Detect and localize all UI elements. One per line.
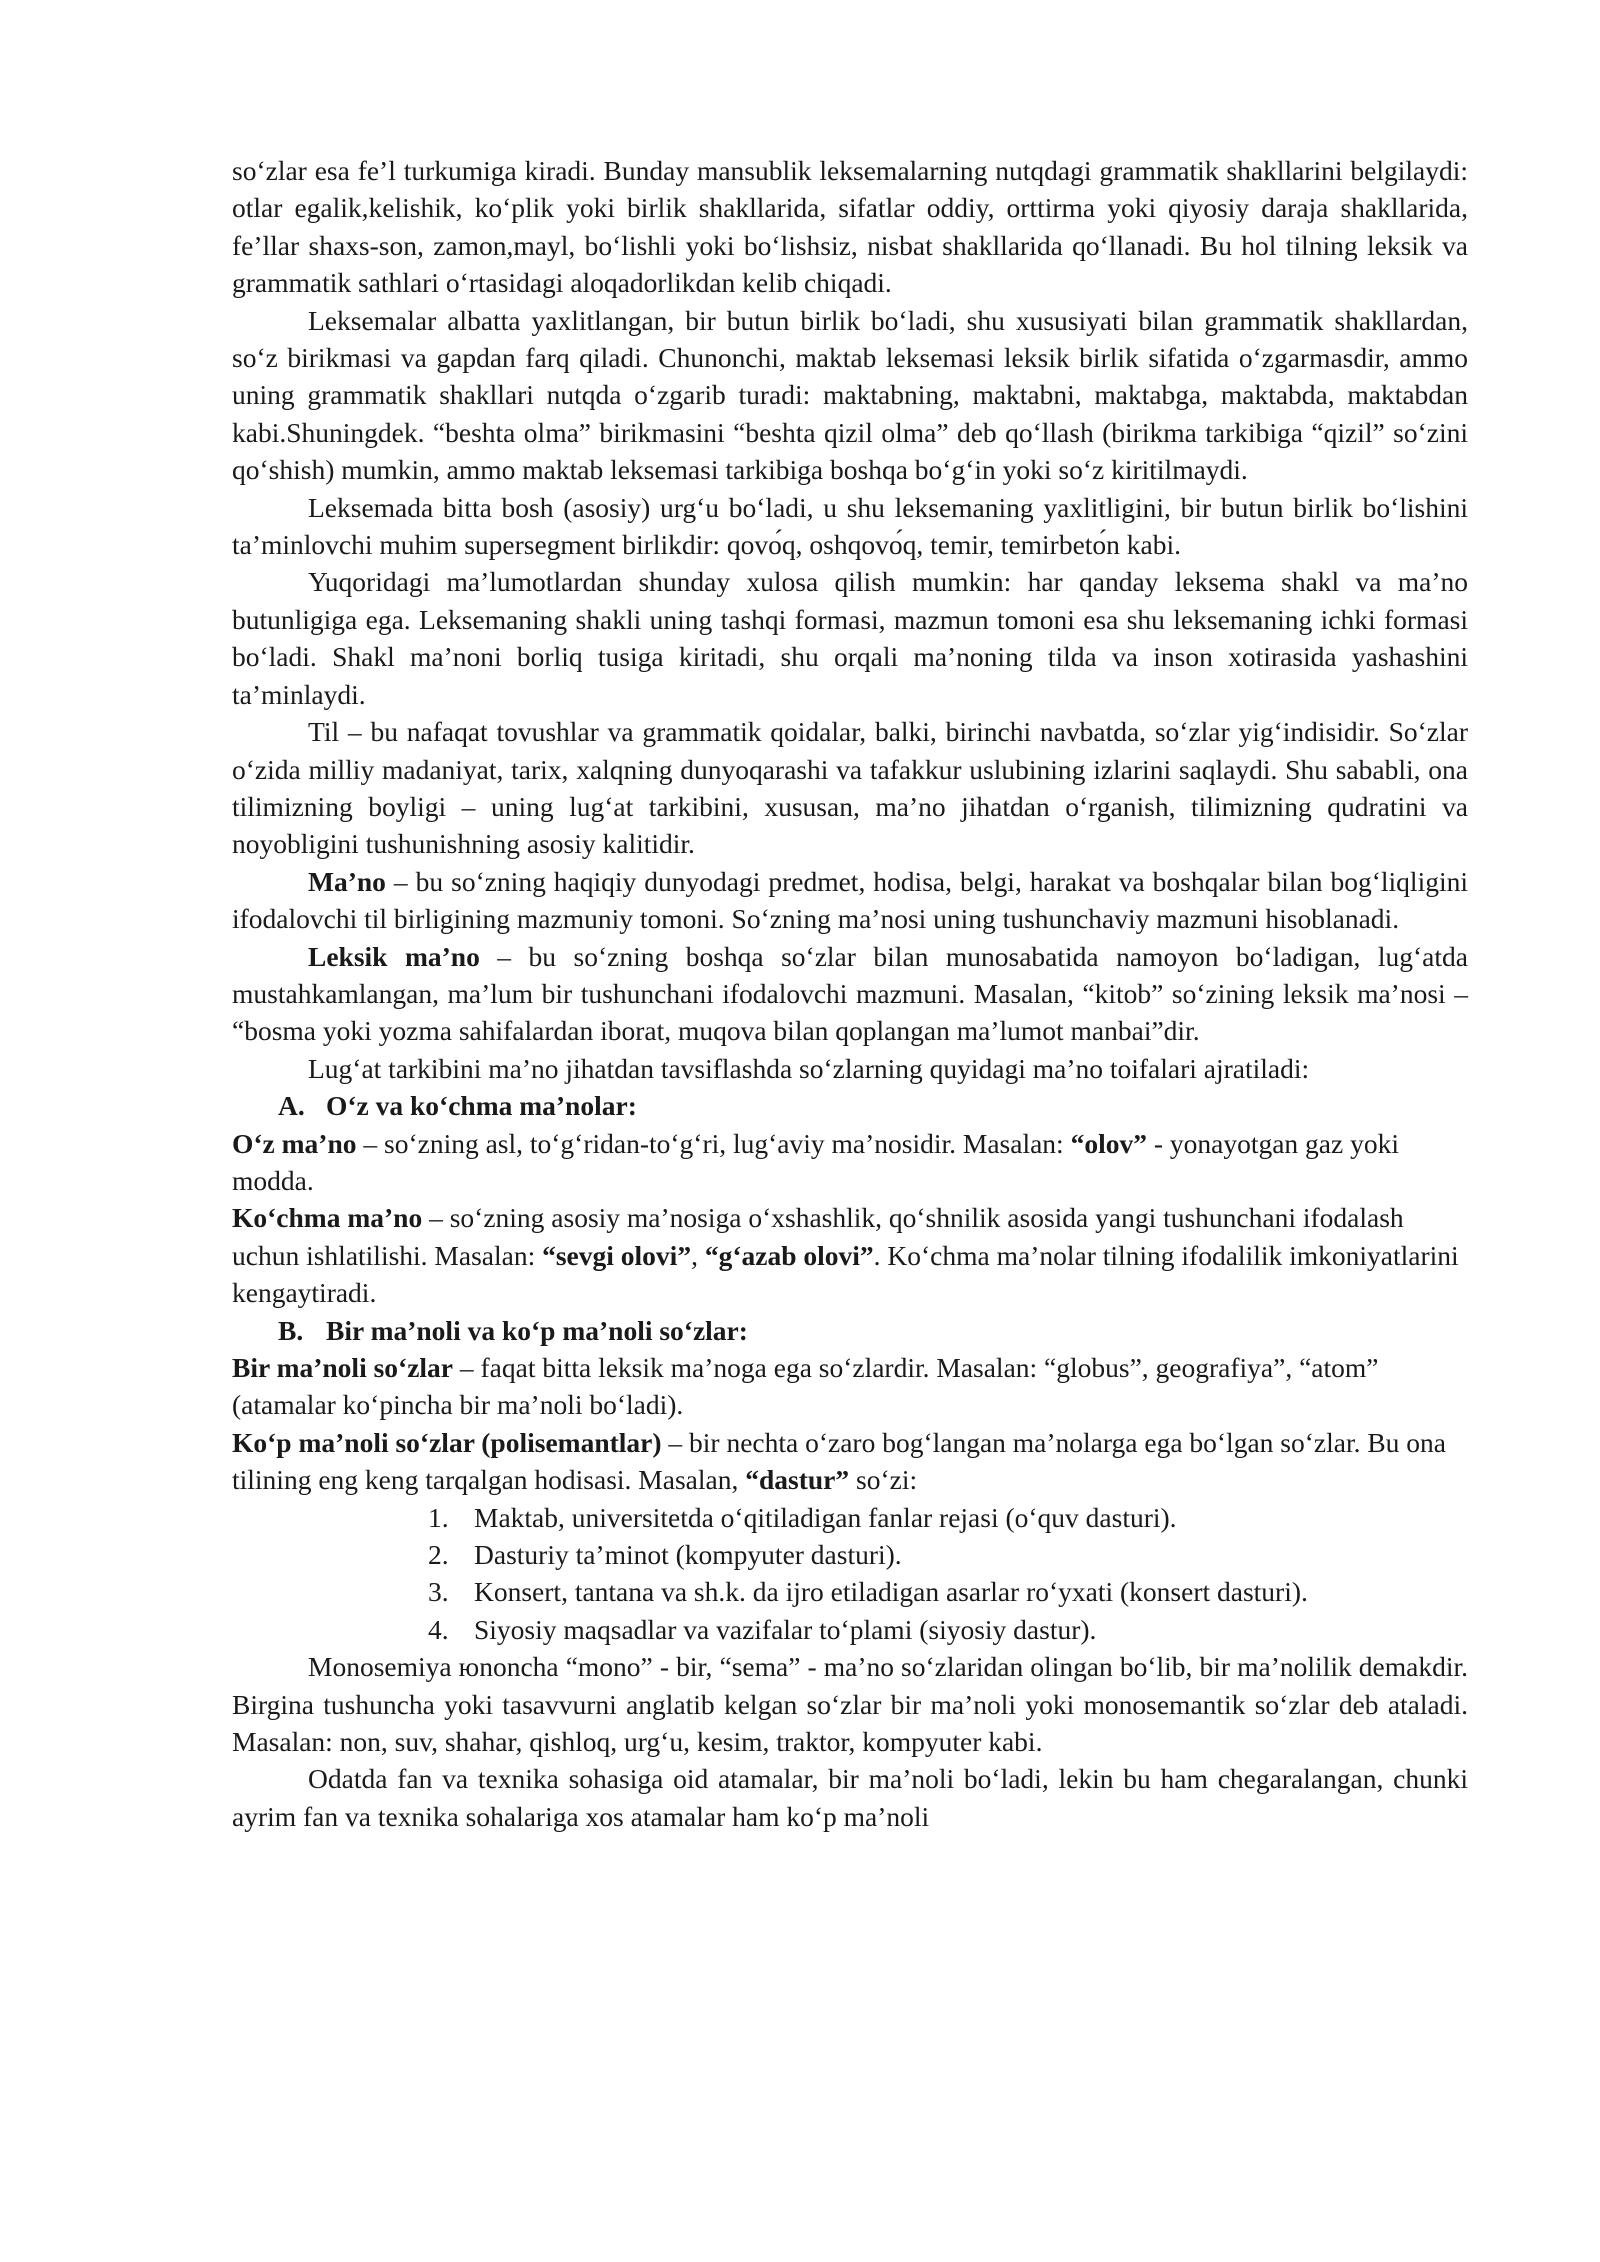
definition-kop-manoli-text: – bir nechta o‘zaro bog‘langan ma’nolarga ega bo‘lgan so‘zlar. Bu ona tilining eng keng tarqalgan hodisasi. Masalan, — [232, 1426, 1447, 1496]
list-item-number: 2. — [428, 1539, 449, 1571]
list-item-number: 4. — [428, 1613, 449, 1645]
section-b-heading — [232, 1312, 1468, 1349]
list-item-number: 3. — [428, 1576, 449, 1608]
definition-mano-text: – bu so‘zning haqiqiy dunyodagi predmet, hodisa, belgi, harakat va boshqalar bilan bog‘liqligini ifodalovchi til birligining mazmuniy tomoni. So‘zning ma’nosi uning tushunchaviy mazmuni hisoblanadi. — [232, 865, 1468, 935]
list-item-text: Maktab, universitetda o‘qitiladigan fanlar rejasi (o‘quv dasturi). — [474, 1501, 1177, 1533]
section-b-letter: B. — [278, 1314, 304, 1346]
definition-kochma-mano-text: – so‘zning asosiy ma’nosiga o‘xshashlik, qo‘shnilik asosida yangi tushunchani ifodalash uchun ishlatilishi. Masalan: — [232, 1202, 1404, 1271]
paragraph-2: Leksemalar albatta yaxlitlangan, bir butun birlik bo‘ladi, shu xususiyati bilan grammatik shakllardan, so‘z birikmasi va gapdan farq qiladi. Chunonchi, maktab leksemasi leksik birlik sifatida o‘zgarmasdir, ammo uning grammatik shakllari nutqda o‘zgarib turadi: maktabning, maktabni, maktabga, maktabda, maktabdan kabi.Shuningdek. “beshta olma” birikmasini “beshta qizil olma” deb qo‘llash (birikma tarkibiga “qizil” so‘zini qo‘shish) mumkin, ammo maktab leksemasi tarkibiga boshqa bo‘g‘in yoki so‘z kiritilmaydi. — [232, 304, 1468, 486]
list-item — [428, 1611, 1468, 1648]
definition-oz-mano — [232, 1125, 1468, 1200]
term-bir-manoli: Bir ma’noli so‘zlar — [232, 1352, 453, 1383]
paragraph-categories: Lug‘at tarkibini ma’no jihatdan tavsiflashda so‘zlarning quyidagi ma’no toifalari ajratiladi: — [308, 1052, 1310, 1084]
list-item-text: Siyosiy maqsadlar va vazifalar to‘plami (siyosiy dastur). — [474, 1613, 1097, 1645]
term-kop-manoli: Ko‘p ma’noli so‘zlar (polisemantlar) — [232, 1426, 662, 1458]
term-oz-mano: O‘z ma’no — [232, 1127, 357, 1159]
list-item — [428, 1573, 1468, 1610]
list-item — [428, 1536, 1468, 1573]
list-item-text: Dasturiy ta’minot (kompyuter dasturi). — [474, 1539, 902, 1571]
definition-oz-mano-text: – so‘zning asl, to‘g‘ridan-to‘g‘ri, lug‘aviy ma’nosidir. Masalan: — [356, 1127, 1071, 1159]
paragraph-1: so‘zlar esa fe’l turkumiga kiradi. Bunday mansublik leksemalarning nutqdagi grammatik shakllarini belgilaydi: otlar egalik,kelishik, ko‘plik yoki birlik shakllarida, sifatlar oddiy, orttirma yoki qiyosiy daraja shakllarida, fe’llar shaxs-son, zamon,mayl, bo‘lishli yoki bo‘lishsiz, nisbat shakllarida qo‘llanadi. Bu hol tilning leksik va grammatik sathlari o‘rtasidagi aloqadorlikdan kelib chiqadi. — [232, 155, 1468, 299]
section-a-heading — [232, 1087, 1468, 1124]
section-a-title: O‘z va ko‘chma ma’nolar: — [326, 1090, 637, 1122]
document-page — [232, 152, 1468, 1835]
definition-kop-manoli — [232, 1424, 1468, 1499]
paragraph-5: Til – bu nafaqat tovushlar va grammatik qoidalar, balki, birinchi navbatda, so‘zlar yig‘indisidir. So‘zlar o‘zida milliy madaniyat, tarix, xalqning dunyoqarashi va tafakkur uslubining izlarini saqlaydi. Shu sababli, ona tilimizning boyligi – uning lug‘at tarkibini, xususan, ma’no jihatdan o‘rganish, tilimizning qudratini va noyobligini tushunishning asosiy kalitidir. — [232, 716, 1468, 860]
paragraph-monosemiya: Monosemiya юnoncha “mono” - bir, “sema” - ma’no so‘zlaridan olingan bo‘lib, bir ma’nolilik demakdir. Birgina tushuncha yoki tasavvurni anglatib kelgan so‘zlar bir ma’noli yoki monosemantik so‘zlar deb ataladi. Masalan: non, suv, shahar, qishloq, urg‘u, kesim, traktor, kompyuter kabi. — [232, 1651, 1468, 1758]
term-leksik-mano: Leksik ma’no — [308, 940, 480, 972]
definition-oz-mano-tail: - yonayotgan gaz yoki modda. — [232, 1127, 1399, 1196]
definition-bir-manoli-text: – faqat bitta leksik ma’noga ega so‘zlardir. Masalan: “globus”, geografiya”, “atom” (atamalar ko‘pincha bir ma’noli bo‘ladi). — [232, 1352, 1379, 1421]
example-separator: , — [691, 1239, 705, 1271]
example-gazab-olovi: “g‘azab olovi” — [704, 1239, 874, 1271]
list-item-number: 1. — [428, 1501, 449, 1533]
definition-mano — [232, 863, 1468, 938]
paragraph-4: Yuqoridagi ma’lumotlardan shunday xulosa qilish mumkin: har qanday leksema shakl va ma’no butunligiga ega. Leksemaning shakli uning tashqi formasi, mazmun tomoni esa shu leksemaning ichki formasi bo‘ladi. Shakl ma’noni borliq tusiga kiritadi, shu orqali ma’noning tilda va inson xotirasida yashashini ta’minlaydi. — [232, 566, 1468, 710]
section-a-letter: A. — [278, 1090, 305, 1122]
definition-kop-manoli-tail: so‘zi: — [849, 1464, 918, 1496]
definition-leksik-mano — [232, 938, 1468, 1050]
list-item-text: Konsert, tantana va sh.k. da ijro etiladigan asarlar ro‘yxati (konsert dasturi). — [474, 1576, 1308, 1608]
example-dastur: “dastur” — [745, 1464, 850, 1496]
example-olov: “olov” — [1070, 1127, 1147, 1159]
definition-bir-manoli — [232, 1349, 1468, 1424]
term-kochma-mano: Ko‘chma ma’no — [232, 1202, 423, 1234]
term-mano: Ma’no — [308, 865, 386, 897]
paragraph-atamalar: Odatda fan va texnika sohasiga oid atamalar, bir ma’noli bo‘ladi, lekin bu ham chegaralangan, chunki ayrim fan va texnika sohalariga xos atamalar ham ko‘p ma’noli — [232, 1763, 1468, 1832]
example-sevgi-olovi: “sevgi olovi” — [542, 1239, 692, 1271]
definition-kochma-mano-tail: . Ko‘chma ma’nolar tilning ifodalilik imkoniyatlarini kengaytiradi. — [232, 1239, 1459, 1309]
definition-leksik-mano-text: – bu so‘zning boshqa so‘zlar bilan munosabatida namoyon bo‘ladigan, lug‘atda mustahkamlangan, ma’lum bir tushunchani ifodalovchi mazmuni. Masalan, “kitob” so‘zining leksik ma’nosi – “bosma yoki yozma sahifalardan iborat, muqova bilan qoplangan ma’lumot manbai”dir. — [232, 940, 1468, 1047]
paragraph-3: Leksemada bitta bosh (asosiy) urg‘u bo‘ladi, u shu leksemaning yaxlitligini, bir butun birlik bo‘lishini ta’minlovchi muhim supersegment birlikdir: qovо́q, oshqovо́q, temir, temirbetо́n kabi. — [232, 491, 1468, 561]
section-b-title: Bir ma’noli va ko‘p ma’noli so‘zlar: — [326, 1314, 748, 1346]
list-item — [428, 1499, 1468, 1536]
dastur-meanings-list — [232, 1499, 1468, 1649]
definition-kochma-mano — [232, 1199, 1468, 1311]
